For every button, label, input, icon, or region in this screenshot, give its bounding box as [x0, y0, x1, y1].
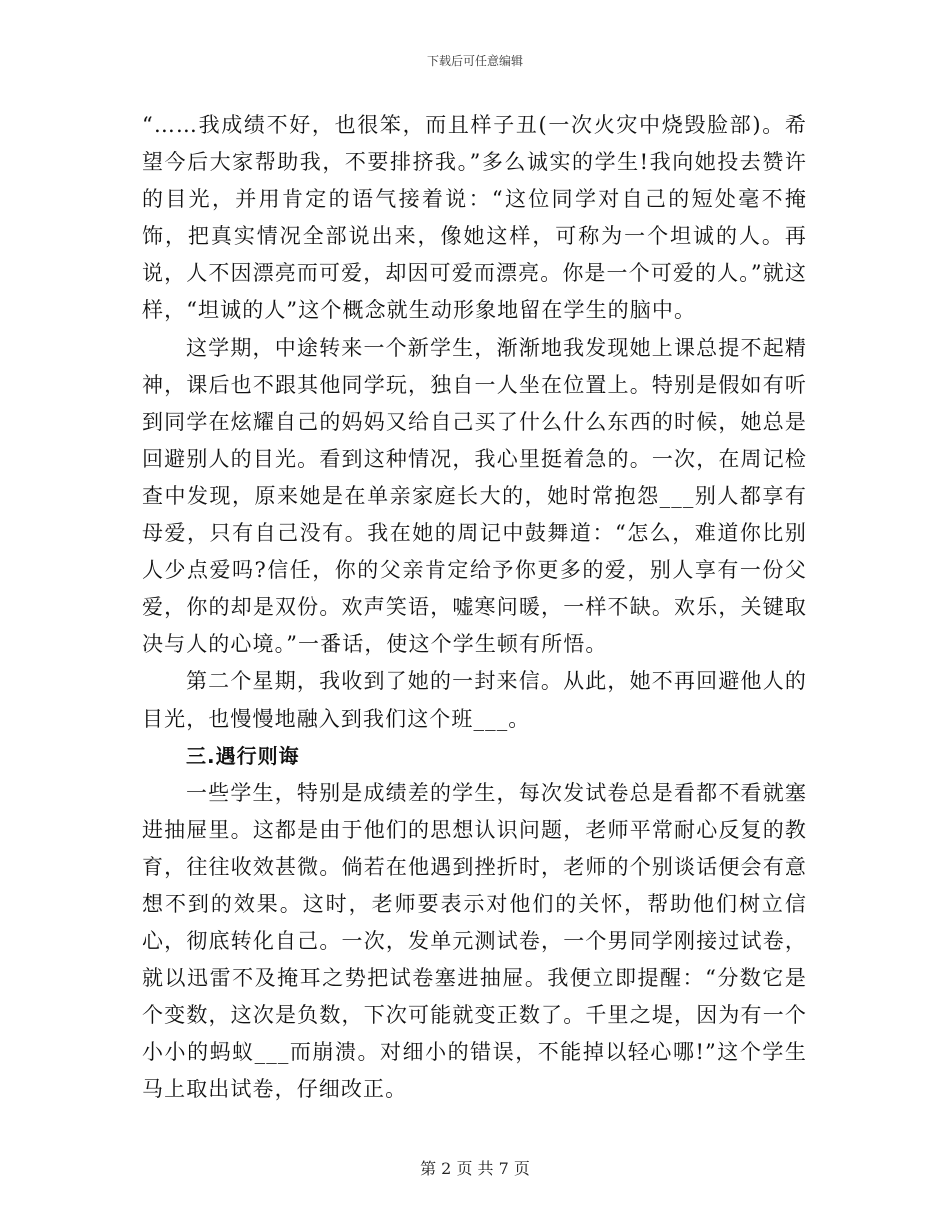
page-footer: 第 2 页 共 7 页 [420, 1159, 530, 1178]
page-header: 下载后可任意编辑 [426, 54, 523, 68]
document-body [142, 107, 807, 1109]
paragraph-4: 一些学生，特别是成绩差的学生，每次发试卷总是看都不看就塞进抽屉里。这都是由于他们的思想认识问题，老师平常耐心反复的教育，往往收效甚微。倘若在他遇到挫折时，老师的个别谈话便会有意想不到的效果。这时，老师要表示对他们的关怀，帮助他们树立信心，彻底转化自己。一次，发单元测试卷，一个男同学刚接过试卷，就以迅雷不及掩耳之势把试卷塞进抽屉。我便立即提醒：“分数它是个变数，这次是负数，下次可能就变正数了。千里之堤，因为有一个小小的蚂蚁___而崩溃。对细小的错误，不能掉以轻心哪!”这个学生马上取出试卷，仔细改正。 [142, 780, 807, 1102]
section-heading: 三.遇行则诲 [186, 743, 300, 768]
paragraph-1: “……我成绩不好，也很笨，而且样子丑(一次火灾中烧毁脸部)。希望今后大家帮助我，不要排挤我。”多么诚实的学生!我向她投去赞许的目光，并用肯定的语气接着说：“这位同学对自己的短处毫不掩饰，把真实情况全部说出来，像她这样，可称为一个坦诚的人。再说，人不因漂亮而可爱，却因可爱而漂亮。你是一个可爱的人。”就这样，“坦诚的人”这个概念就生动形象地留在学生的脑中。 [142, 113, 807, 323]
paragraph-3: 第二个星期，我收到了她的一封来信。从此，她不再回避他人的目光，也慢慢地融入到我们这个班___。 [142, 669, 807, 731]
paragraph-2: 这学期，中途转来一个新学生，渐渐地我发现她上课总提不起精神，课后也不跟其他同学玩，独自一人坐在位置上。特别是假如有听到同学在炫耀自己的妈妈又给自己买了什么什么东西的时候，她总是回避别人的目光。看到这种情况，我心里挺着急的。一次，在周记检查中发现，原来她是在单亲家庭长大的，她时常抱怨___别人都享有母爱，只有自己没有。我在她的周记中鼓舞道：“怎么，难道你比别人少点爱吗?信任，你的父亲肯定给予你更多的爱，别人享有一份父爱，你的却是双份。欢声笑语，嘘寒问暖，一样不缺。欢乐，关键取决与人的心境。”一番话，使这个学生顿有所悟。 [142, 335, 807, 657]
